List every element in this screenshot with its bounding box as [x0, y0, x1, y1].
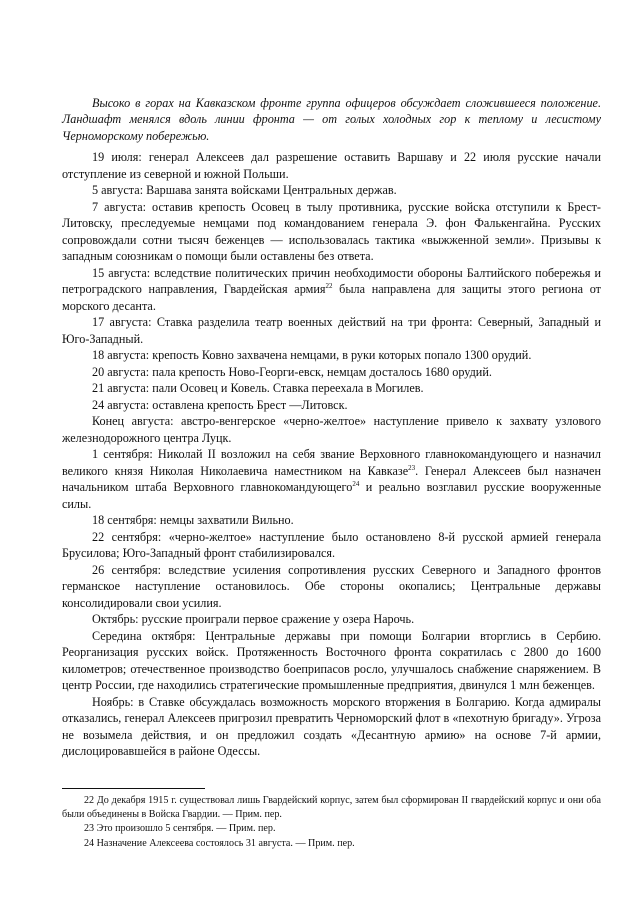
chronology-entry: 1 сентября: Николай II возложил на себя звание Верховного главнокомандующего и назначил великого князя Николая Николаевича наместником на Кавказе$^{23}$. Генерал Алексеев был назначен начальником штаба Верховного главнокомандующего$^{24}$ и реально возглавил русские вооруженные силы.: [62, 447, 601, 511]
chronology-entry: 5 августа: Варшава занята войсками Центральных держав.: [92, 183, 397, 197]
chronology-entry: Октябрь: русские проиграли первое сражение у озера Нарочь.: [92, 612, 415, 626]
chronology-entry: 24 августа: оставлена крепость Брест —Литовск.: [92, 397, 348, 412]
footnote-23: 23 Это произошло 5 сентября. — Прим. пер.: [84, 823, 276, 835]
chronology-entry: Середина октября: Центральные державы при помощи Болгарии вторглись в Сербию. Реорганизация русских войск. Протяженность Восточного фронта сократилась с 2800 до 1600 километров; отечественное производство боеприпасов росло, улучшалось снабжение снаряжением. В центр России, где находились стратегические промышленные предприятия, двинулся 1 млн беженцев.: [62, 628, 601, 692]
chronology-entry: Конец августа: австро-венгерское «черно-желтое» наступление привело к захвату узлового железнодорожного центра Луцк.: [62, 414, 601, 445]
photo-caption: Высоко в горах на Кавказском фронте группа офицеров обсуждает сложившееся положение. Ландшафт менялся вдоль линии фронта — от голых холодных гор к теплому и лесистому Черноморскому побережью.: [62, 96, 601, 143]
footnote-24: 24 Назначение Алексеева состоялось 31 августа. — Прим. пер.: [84, 837, 355, 849]
chronology-entry: 17 августа: Ставка разделила театр военных действий на три фронта: Северный, Западный и Юго-Западный.: [62, 315, 601, 346]
footnotes: [62, 794, 601, 851]
chronology-entry: 19 июля: генерал Алексеев дал разрешение оставить Варшаву и 22 июля русские начали отступление из северной и южной Польши.: [62, 150, 601, 181]
chronology-entry: 15 августа: вследствие политических причин необходимости обороны Балтийского побережья и петроградского направления, Гвардейская армия$^{22}$ была направлена для защиты этого региона от морского десанта.: [62, 265, 601, 313]
chronology-entry: 26 сентября: вследствие усиления сопротивления русских Северного и Западного фронтов германское наступление остановилось. Обе стороны окопались; Центральные державы консолидировали свои усилия.: [62, 562, 601, 610]
chronology-body: [62, 149, 601, 760]
chronology-entry: 18 сентября: немцы захватили Вильно.: [92, 513, 294, 527]
chronology-entry: 18 августа: крепость Ковно захвачена немцами, в руки которых попало 1300 орудий.: [92, 348, 532, 362]
footnote-ref-22[interactable]: 22: [325, 282, 333, 290]
chronology-entry: Ноябрь: в Ставке обсуждалась возможность морского вторжения в Болгарию. Когда адмиралы отказались, генерал Алексеев пригрозил превратить Черноморский флот в «пехотную бригаду». Угроза не возымела действия, и он предложил создать «Десантную армию» на основе 7-й армии, дислоцировавшейся в районе Одессы.: [62, 694, 601, 758]
chronology-entry: 7 августа: оставив крепость Осовец в тылу противника, русские войска отступили к Брест-Литовску, преследуемые немцами под командованием генерала Э. фон Фалькенгайна. Русских сопровождали сотни тысяч беженцев — использовалась тактика «выжженной земли». Призывы к западным союзникам о помощи были оставлены без ответа.: [62, 199, 601, 263]
footnote-divider: [62, 788, 205, 789]
footnote-ref-24[interactable]: 24: [352, 480, 360, 488]
footnote-ref-23[interactable]: 23: [408, 463, 416, 472]
chronology-entry: 22 сентября: «черно-желтое» наступление было остановлено 8-й русской армией генерала Брусилова; Юго-Западный фронт стабилизировался.: [62, 529, 601, 560]
chronology-entry: 20 августа: пала крепость Ново-Георги-евск, немцам досталось 1680 орудий.: [92, 364, 492, 379]
chronology-entry: 21 августа: пали Осовец и Ковель. Ставка переехала в Могилев.: [92, 381, 424, 395]
footnote-22: 22 До декабря 1915 г. существовал лишь Гвардейский корпус, затем был сформирован II гвардейский корпус и они оба были объединены в Войска Гвардии. — Прим. пер.: [62, 795, 601, 821]
